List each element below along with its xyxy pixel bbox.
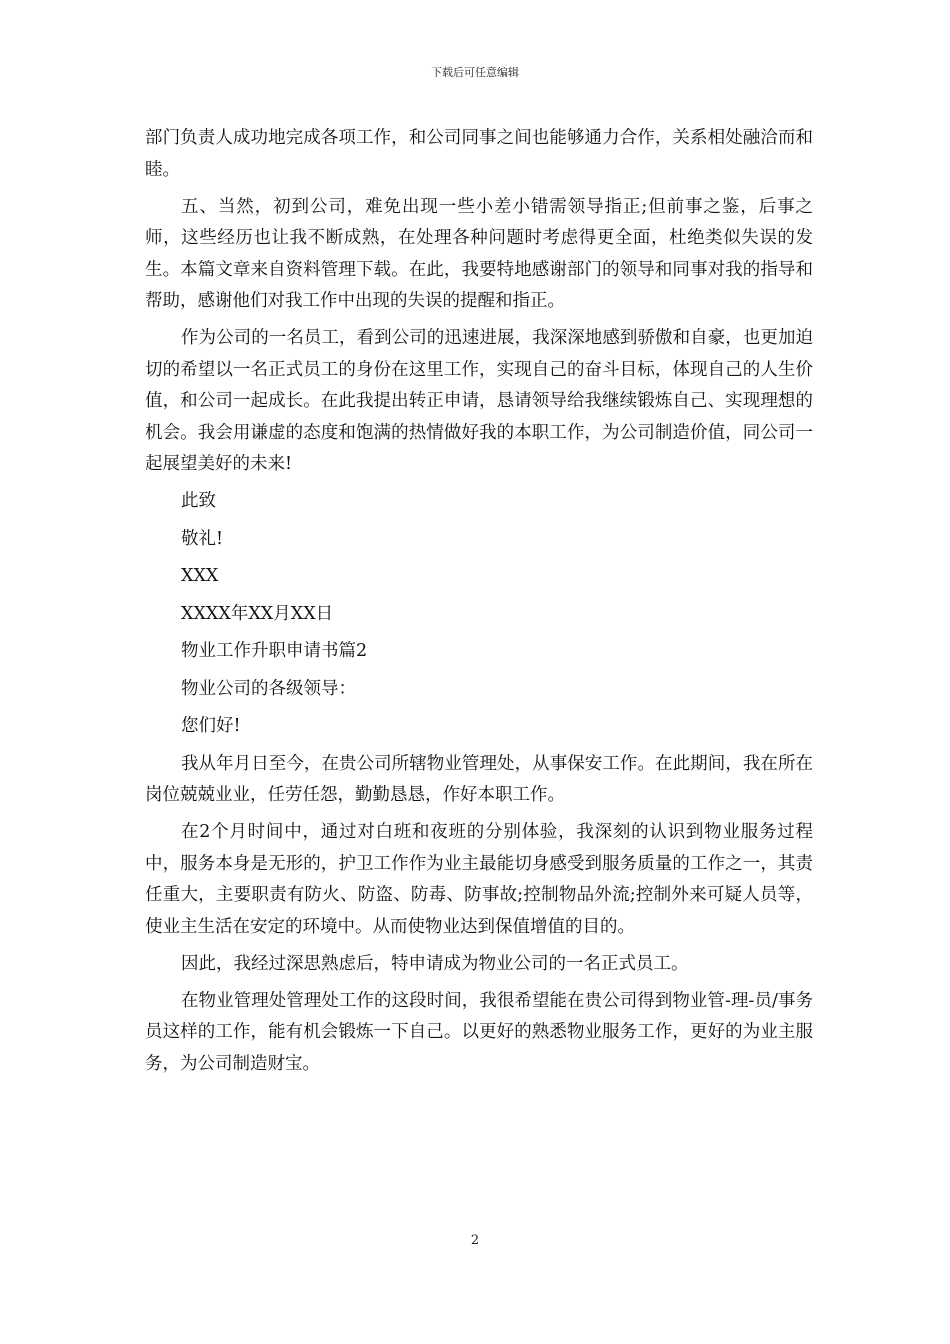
page-header: 下载后可任意编辑	[431, 66, 519, 79]
paragraph-2: 五、当然，初到公司，难免出现一些小差小错需领导指正;但前事之鉴，后事之师，这些经历也让我不断成熟，在处理各种问题时考虑得更全面，杜绝类似失误的发生。本篇文章来自资料管理下载。在此，我要特地感谢部门的领导和同事对我的指导和帮助，感谢他们对我工作中出现的失误的提醒和指正。	[145, 196, 813, 311]
paragraph-body-2: 在2个月时间中，通过对白班和夜班的分别体验，我深刻的认识到物业服务过程中，服务本身是无形的，护卫工作作为业主最能切身感受到服务质量的工作之一，其责任重大，主要职责有防火、防盗、防毒、防事故;控制物品外流;控制外来可疑人员等，使业主生活在安定的环境中。从而使物业达到保值增值的目的。	[145, 822, 813, 937]
paragraph-body-4: 在物业管理处管理处工作的这段时间，我很希望能在贵公司得到物业管-理-员/事务员这样的工作，能有机会锻炼一下自己。以更好的熟悉物业服务工作，更好的为业主服务，为公司制造财宝。	[145, 990, 813, 1074]
paragraph-3: 作为公司的一名员工，看到公司的迅速进展，我深深地感到骄傲和自豪，也更加迫切的希望以一名正式员工的身份在这里工作，实现自己的奋斗目标，体现自己的人生价值，和公司一起成长。在此我提出转正申请，恳请领导给我继续锻炼自己、实现理想的机会。我会用谦虚的态度和饱满的热情做好我的本职工作，为公司制造价值，同公司一起展望美好的未来!	[145, 328, 813, 474]
letter-greeting: 您们好!	[181, 716, 241, 736]
signature-date: XXXX年XX月XX日	[181, 603, 334, 624]
paragraph-body-3: 因此，我经过深思熟虑后，特申请成为物业公司的一名正式员工。	[181, 953, 689, 974]
signature-name: XXX	[181, 566, 219, 586]
closing-regards: 敬礼!	[181, 528, 224, 549]
document-body	[145, 123, 813, 1086]
page-number: 2	[470, 1233, 480, 1248]
paragraph-1: 部门负责人成功地完成各项工作，和公司同事之间也能够通力合作，关系相处融洽而和睦。	[145, 128, 813, 180]
paragraph-body-1: 我从年月日至今，在贵公司所辖物业管理处，从事保安工作。在此期间，我在所在岗位兢兢业业，任劳任怨，勤勤恳恳，作好本职工作。	[145, 753, 813, 805]
section-title: 物业工作升职申请书篇2	[181, 641, 368, 661]
closing-salutation: 此致	[181, 491, 216, 511]
letter-addressee: 物业公司的各级领导：	[181, 678, 356, 699]
